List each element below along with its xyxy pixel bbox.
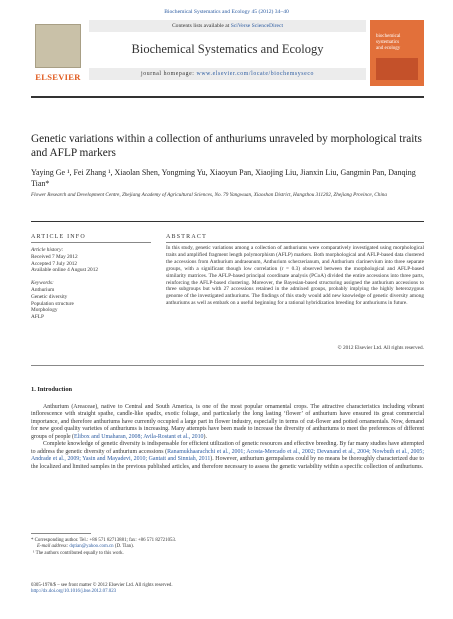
intro-paragraph-2	[31, 441, 424, 471]
issn-line: 0305-1978/$ – see front matter © 2012 Elsevier Ltd. All rights reserved.	[31, 583, 173, 588]
elsevier-logo[interactable]	[31, 20, 85, 86]
cover-text	[376, 34, 400, 52]
cover-text-line-3: and ecology	[376, 46, 401, 51]
footnote-rule	[31, 533, 91, 534]
email-link[interactable]: dqtian@yahoo.com.cn	[69, 544, 114, 550]
email-suffix: (D. Tian).	[113, 544, 134, 550]
introduction-body	[31, 404, 424, 471]
author-list: Yaying Ge ¹, Fei Zhang ¹, Xiaolan Shen, Yongming Yu, Xiaoyun Pan, Xiaojing Liu, Jianxin Liu, Gangmin Pan, Danqing Tian*	[31, 168, 416, 188]
keyword: Anthurium	[31, 286, 55, 293]
journal-title: Biochemical Systematics and Ecology	[131, 42, 324, 56]
affiliation: Flower Research and Development Centre, Zhejiang Academy of Agricultural Sciences, No. 79 Yangwuan, Xiaoshan District, Hangzhou 311202, Zhejiang Province, China	[31, 192, 387, 198]
history-accepted: Accepted 7 July 2012	[31, 260, 78, 267]
homepage-bar	[89, 68, 366, 80]
keywords-heading: Keywords:	[31, 280, 54, 287]
abstract-copyright: © 2012 Elsevier Ltd. All rights reserved.	[337, 345, 424, 351]
bottom-info	[31, 583, 424, 596]
cover-text-line-2: systematics	[376, 40, 400, 45]
intro-p2-end: ). However, anthurium germpalsms could by no means be thoroughly characterized due to the localized and limited samples in the previous published articles, and therefore necessary to assess the genetic variability within a specific collection of anthuriums.	[31, 456, 425, 470]
homepage-prefix: journal homepage:	[140, 71, 197, 77]
keyword: AFLP	[31, 314, 44, 321]
history-heading: Article history:	[31, 247, 64, 253]
intro-p1-end: ).	[203, 433, 207, 440]
publisher-logo-text: ELSEVIER	[35, 72, 81, 82]
running-head[interactable]: Biochemical Systematics and Ecology 45 (2012) 34–40	[164, 9, 289, 15]
journal-header	[31, 20, 424, 92]
citation-link[interactable]: Elibox and Umaharan, 2008; Avila-Rostant et al., 2010	[74, 433, 204, 440]
doi-link[interactable]: http://dx.doi.org/10.1016/j.bse.2012.07.023	[31, 589, 117, 595]
intro-paragraph-1	[31, 404, 424, 441]
article-info	[31, 247, 131, 321]
abstract-text: In this study, genetic variations among a collection of anthuriums were comparatively investigated using morphological traits and amplified fragment length polymorphism (AFLP) markers. Both morphological and AFLP-based data clustered the accessions from Anthurium andraeanum, Anthurium scherzerianum, and Anthurium clarinervium into three separate groups, with a significant though low correlation (r = 0.3) observed between the morphological and AFLP-based similarity matrices. The AFLP-based principal coordinate analysis (PCoA) divided the entire accessions into three parts, reinforcing the AFLP-based clustering. Moreover, the Bayesian-based structuring assigned the anthurium accessions to three subgroups but with 27 accessions retained in the admixed groups, probably implying the highly heterozygous genome of the investigated anthuriums. The findings of this study would add new knowledge of genetic diversity among anthuriums as well as embark on a useful beginning for a rational hybridization breeding for anthuriums in future.	[166, 245, 424, 307]
article-info-label: ARTICLE INFO	[31, 234, 86, 240]
header-divider	[31, 96, 424, 98]
cover-text-line-1: biochemical	[376, 34, 401, 39]
article-info-rule	[31, 242, 151, 243]
journal-cover-thumbnail[interactable]	[370, 20, 424, 86]
abstract-rule	[166, 242, 424, 243]
history-online: Available online 4 August 2012	[31, 267, 98, 274]
tree-icon	[35, 24, 81, 68]
intro-p2-text: Complete knowledge of genetic diversity is indispensable for efficient utilization of genetic resources and effective breeding. By far many studies have attempted to address the genetic diversity of anthurium accessions (	[31, 441, 424, 455]
homepage-link[interactable]: www.elsevier.com/locate/biochemsyseco	[196, 71, 314, 77]
journal-info-box	[89, 20, 366, 86]
abstract-label: ABSTRACT	[166, 234, 207, 240]
email-prefix: E-mail address:	[37, 544, 70, 550]
intro-p1-text: Anthurium (Areaceae), native to Central and South America, is one of the most popular ornamental crops. The attractive characteristics including vibrant inflorescence with straight spathe, candle-like spadix, exotic foliage, and particularly the long lasting ‘flower’ of anthurium have ensured its great commercial importance, and therefore anthuriums have currently occupied a large part in flower industry, especially in terms of cut-flower and potted ornamentals. Now, demand for new good quality varieties of anthuriums is increasing. Many attempts have been made to increase the diversity of anthuriums to meet the preferences of different groups of people (	[31, 404, 424, 440]
equal-contribution-note: ¹ The authors contributed equally to this work.	[33, 550, 124, 556]
keyword: Morphology	[31, 307, 58, 314]
title-divider	[31, 221, 424, 222]
article-title: Genetic variations within a collection of anthuriums unraveled by morphological traits and AFLP markers	[31, 133, 422, 159]
cover-pattern	[376, 58, 418, 80]
section-heading-introduction: 1. Introduction	[31, 386, 73, 393]
keyword: Genetic diversity	[31, 293, 68, 300]
history-received: Received 7 May 2012	[31, 253, 78, 260]
contents-prefix: Contents lists available at	[171, 23, 231, 29]
abstract-bottom-rule	[31, 365, 424, 366]
sciencedirect-link[interactable]: SciVerse ScienceDirect	[230, 23, 284, 29]
citation-link[interactable]: Ranamukhaarachchi et al., 2001; Acosta-Mercado et al., 2002; Devanand et al., 2004; Nowbuth et al., 2005; Andrade et al., 2009; Yasin and Mayadevi, 2010; Gantait and Sinniah, 2011	[31, 448, 424, 463]
corresponding-author-note: * Corresponding author. Tel.: +86 571 82713881; fax: +86 571 82721053.	[31, 538, 177, 543]
keyword: Population structure	[31, 300, 74, 307]
footnotes	[31, 538, 424, 557]
contents-bar	[89, 20, 366, 32]
